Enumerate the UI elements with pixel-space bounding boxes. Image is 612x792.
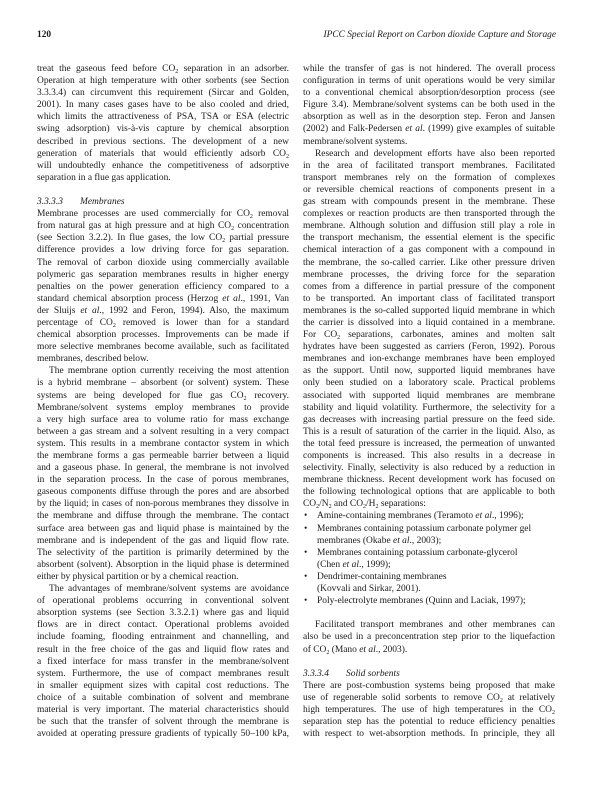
- text-line: in the area of facilitated transport membranes. Facilitated: [303, 160, 555, 171]
- text-line: difference provides a low driving force for gas separation.: [37, 245, 289, 256]
- section-heading-membranes: [37, 196, 289, 208]
- text-line: by the liquid; in cases of non-porous membranes they dissolve in: [37, 499, 289, 510]
- bullet-item: [303, 571, 555, 583]
- text-line: der Sluijs et al., 1992 and Feron, 1994). Also, the maximum: [37, 305, 289, 316]
- text-line: $CO_2/N_2$ and $CO_2/H_2$ separations:: [303, 499, 426, 511]
- paragraph: [303, 63, 555, 148]
- bullet-icon: •: [304, 571, 308, 582]
- text-line: Membrane processes are used commercially for $CO_2$ removal: [37, 209, 289, 221]
- text-line: include foaming, flooding entrainment and channelling, and: [37, 632, 289, 643]
- text-line: is a hybrid membrane – absorbent (or solvent) system. These: [37, 378, 289, 389]
- bullet-text: Dendrimer-containing membranes: [317, 571, 447, 582]
- text-line: flows are in direct contact. Operational problems avoided: [37, 620, 289, 631]
- text-line: transport membranes rely on the formation of complexes: [303, 172, 555, 183]
- text-line: standard chemical absorption process (Herzog et al., 1991, Van: [37, 293, 289, 304]
- text-line: stability and liquid volatility. Furthermore, the selectivity for a: [303, 402, 555, 413]
- text-line: membrane/solvent systems.: [303, 136, 408, 147]
- text-line: and a gaseous phase. In general, the membrane is not involved: [37, 463, 289, 474]
- text-line: generation of materials that would efficiently adsorb $CO_2$: [37, 148, 289, 160]
- text-line: membranes is the so-called supported liquid membrane in which: [303, 305, 555, 316]
- text-line: to a conventional chemical absorption/desorption process (see: [303, 88, 555, 99]
- text-line: Research and development efforts have also been reported: [315, 148, 555, 159]
- text-line: result in the free choice of the gas and liquid flow rates and: [37, 644, 289, 655]
- text-line: a fixed interface for mass transfer in the membrane/solvent: [37, 656, 289, 667]
- text-line: absorption as well as in the desorption step. Feron and Jansen: [303, 112, 555, 123]
- section-number: 3.3.3.4: [303, 668, 329, 679]
- text-line: membranes and ion-exchange membranes have been employed: [303, 354, 555, 365]
- text-line: comes from a difference in partial pressure of the component: [303, 281, 555, 292]
- text-line: separation in a flue gas application.: [37, 172, 171, 183]
- section-number: 3.3.3.3: [37, 197, 63, 208]
- text-line: gas stream with compounds present in the membrane. These: [303, 197, 555, 208]
- text-line: hydrates have been suggested as carriers (Feron, 1992). Porous: [303, 342, 555, 353]
- text-line: The advantages of membrane/solvent systems are avoidance: [49, 584, 289, 595]
- text-line: the membrane and diffuse through the membrane. The contact: [37, 511, 289, 522]
- text-line: chemical absorption processes. Improvements can be made if: [37, 330, 289, 341]
- text-line: the following technological options that are applicable to both: [303, 487, 555, 498]
- section-title: Solid sorbents: [346, 668, 400, 679]
- text-line: complexes or reaction products are then transported through the: [303, 209, 555, 220]
- bullet-icon: •: [304, 523, 308, 534]
- paragraph: [303, 619, 555, 655]
- text-line: components is increased. This also results in a decrease in: [303, 451, 555, 461]
- bullet-list: [303, 510, 555, 607]
- text-line: percentage of $CO_2$ removed is lower than for a standard: [37, 317, 289, 329]
- text-line: chemical interaction of a gas component with a compound in: [303, 245, 555, 256]
- bullet-text: Amine-containing membranes (Teramoto et al., 1996);: [317, 511, 524, 522]
- text-line: gaseous components diffuse through the pores and are absorbed: [37, 487, 289, 498]
- text-line: membrane. Although solution and diffusion still play a role in: [303, 221, 555, 232]
- text-line: with respect to wet-absorption methods. In principle, they all: [303, 729, 555, 740]
- text-line: configuration in terms of unit operations would be very similar: [303, 76, 555, 87]
- bullet-text: (Chen et al., 1999);: [317, 559, 391, 570]
- text-line: the total feed pressure is increased, the permeation of unwanted: [303, 438, 555, 449]
- text-line: membranes, described below.: [37, 354, 149, 365]
- text-line: as the support. Until now, supported liquid membranes have: [303, 366, 555, 377]
- text-line: gas decreases with increasing partial pressure on the feed side.: [303, 414, 555, 425]
- text-line: surface area between gas and liquid phase is maintained by the: [37, 523, 289, 534]
- text-line: associated with supported liquid membranes are membrane: [303, 390, 555, 401]
- bullet-item: [303, 595, 555, 607]
- text-line: between a gas stream and a solvent resulting in a very compact: [37, 426, 289, 437]
- text-line: (see Section 3.2.2). In flue gases, the low $CO_2$ partial pressure: [37, 233, 289, 245]
- left-column: [37, 63, 289, 740]
- text-line: system. Furthermore, the use of compact membranes result: [37, 668, 289, 679]
- text-line: The selectivity of the partition is primarily determined by the: [37, 547, 289, 558]
- page-header: [37, 30, 556, 44]
- text-line: There are post-combustion systems being proposed that make: [303, 680, 555, 691]
- text-line: the membrane forms a gas permeable barrier between a liquid: [37, 451, 289, 461]
- text-line: of $CO_2$ (Mano et al., 2003).: [303, 644, 408, 656]
- text-line: which limits the attractiveness of PSA, TSA or ESA (electric: [37, 112, 289, 123]
- text-line: For $CO_2$ separations, carbonates, amines and molten salt: [303, 330, 555, 342]
- text-line: a very high surface area to volume ratio for mass exchange: [37, 414, 289, 425]
- text-line: avoided at operating pressure gradients of typically 50–100 kPa,: [37, 729, 289, 740]
- text-line: the transport mechanism, the essential element is the specific: [303, 233, 555, 244]
- text-line: The membrane option currently receiving the most attention: [49, 366, 289, 377]
- text-line: either by physical partition or by a chemical reaction.: [37, 571, 239, 582]
- text-line: to be transported. An important class of facilitated transport: [303, 293, 555, 304]
- text-line: only been studied on a laboratory scale. Practical problems: [303, 378, 555, 389]
- text-line: membrane thickness. Recent development work has focused on: [303, 475, 555, 486]
- text-line: the carrier is dissolved into a liquid contained in a membrane.: [303, 317, 555, 328]
- section-title: Membranes: [80, 197, 125, 208]
- text-line: swing adsorption) vis-à-vis capture by chemical absorption: [37, 124, 289, 135]
- text-line: membrane and is independent of the gas and liquid flow rate.: [37, 535, 289, 546]
- bullet-item: [303, 510, 555, 522]
- text-line: use of regenerable solid sorbents to remove $CO_2$ at relatively: [303, 692, 555, 704]
- bullet-item: [303, 547, 555, 559]
- bullet-text: Membranes containing potassium carbonate-glycerol: [317, 547, 518, 558]
- bullet-item-continuation: [303, 535, 555, 547]
- text-line: be such that the transfer of solvent through the membrane is: [37, 717, 289, 728]
- bullet-item: [303, 523, 555, 535]
- bullet-icon: •: [304, 547, 308, 558]
- paragraph: [37, 63, 289, 184]
- text-line: This is a result of saturation of the carrier in the liquid. Also, as: [303, 426, 555, 437]
- text-line: Figure 3.4). Membrane/solvent systems can be both used in the: [303, 100, 555, 111]
- text-line: or reversible chemical reactions of components present in a: [303, 184, 555, 195]
- text-line: high temperatures. The use of high temperatures in the $CO_2$: [303, 704, 555, 716]
- text-line: Membrane/solvent systems employ membranes to provide: [37, 402, 289, 413]
- paragraph: [37, 208, 289, 365]
- text-line: will undoubtedly enhance the competitiveness of adsorptive: [37, 160, 289, 171]
- text-line: Operation at high temperature with other sorbents (see Section: [37, 76, 289, 87]
- bullet-text: (Kovvali and Sirkar, 2001).: [317, 584, 421, 595]
- text-line: Facilitated transport membranes and other membranes can: [315, 620, 555, 631]
- text-line: 3.3.3.4) can circumvent this requirement (Sircar and Golden,: [37, 88, 289, 99]
- text-line: The removal of carbon dioxide using commercially available: [37, 257, 289, 268]
- bullet-item-continuation: [303, 559, 555, 571]
- page-number: 120: [37, 30, 52, 40]
- bullet-item-continuation: [303, 583, 555, 595]
- paragraph: [303, 148, 555, 511]
- bullet-text: Membranes containing potassium carbonate polymer gel: [317, 523, 532, 534]
- text-line: (2002) and Falk-Pedersen et al. (1999) give examples of suitable: [303, 124, 555, 135]
- text-line: in smaller equipment sizes with capital cost reductions. The: [37, 680, 289, 691]
- text-line: of operational problems occurring in conventional solvent: [37, 596, 289, 607]
- text-line: more selective membranes become available, such as facilitated: [37, 342, 289, 353]
- text-line: separation step has the potential to reduce efficiency penalties: [303, 717, 555, 728]
- paragraph: [37, 365, 289, 583]
- text-line: described in previous sections. The development of a new: [37, 136, 289, 147]
- paragraph: [37, 583, 289, 740]
- text-line: from natural gas at high pressure and at high $CO_2$ concentration: [37, 221, 289, 233]
- text-line: in the separation process. In the case of porous membranes,: [37, 475, 289, 486]
- section-heading-solid-sorbents: [303, 668, 555, 680]
- bullet-text: membranes (Okabe et al., 2003);: [317, 535, 442, 546]
- text-line: absorbent (solvent). Absorption in the liquid phase is determined: [37, 559, 289, 570]
- text-line: material is very important. The material characteristics should: [37, 704, 289, 715]
- bullet-icon: •: [304, 511, 308, 522]
- text-line: choice of a suitable combination of solvent and membrane: [37, 692, 289, 703]
- bullet-text: Poly-electrolyte membranes (Quinn and Laciak, 1997);: [317, 596, 526, 607]
- text-line: treat the gaseous feed before $CO_2$ separation in an adsorber.: [37, 64, 289, 75]
- text-line: 2001). In many cases gases have to be also cooled and dried,: [37, 100, 289, 111]
- running-title: IPCC Special Report on Carbon dioxide Capture and Storage: [323, 30, 556, 40]
- text-line: selectivity. Finally, selectivity is also reduced by a reduction in: [303, 463, 555, 474]
- text-line: absorption systems (see Section 3.3.2.1) where gas and liquid: [37, 608, 289, 619]
- text-line: polymeric gas separation membranes results in higher energy: [37, 269, 289, 280]
- text-line: the membrane, the so-called carrier. Like other pressure driven: [303, 257, 555, 268]
- text-line: penalties on the power generation efficiency compared to a: [37, 281, 289, 292]
- text-line: while the transfer of gas is not hindered. The overall process: [303, 64, 555, 74]
- bullet-icon: •: [304, 596, 308, 607]
- paragraph: [303, 680, 555, 740]
- text-line: also be used in a preconcentration step prior to the liquefaction: [303, 632, 555, 643]
- text-line: systems are being developed for flue gas $CO_2$ recovery.: [37, 390, 289, 402]
- right-column: [303, 63, 555, 740]
- text-line: membrane processes, the driving force for the separation: [303, 269, 555, 280]
- text-line: system. This results in a membrane contactor system in which: [37, 438, 289, 449]
